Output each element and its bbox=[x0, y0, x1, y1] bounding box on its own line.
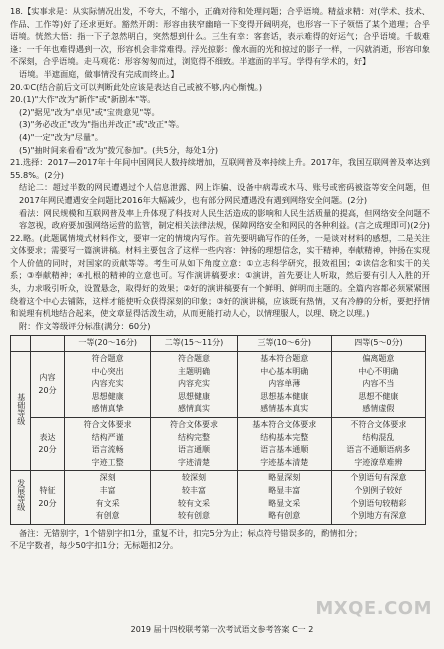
answer-21-conclusion-2: 结论二：超过半数的网民遭遇过个人信息泄露、网上诈骗、设备中病毒或木马、账号或密码被盗等安全问题，但2017年网民遭遇安全问题比2016年大幅减少，也有部分网民遭遇没有遇到网络安全问题。(2分) bbox=[19, 182, 430, 205]
rubric-group-development: 发展等级 bbox=[11, 471, 31, 524]
rubric-cell: 基本符合文体要求 结构基本完整 语言基本通顺 字迹基本清楚 bbox=[237, 418, 331, 471]
page-footer: 2019 届十四校联考第一次考试语文参考答案 C一 2 bbox=[130, 625, 314, 634]
rubric-header-row bbox=[11, 336, 426, 352]
rubric-cell: 个别语句有深意 个别例子较好 个别语句较精彩 个别地方有深意 bbox=[331, 471, 425, 524]
answer-20-2: (2)"据见"改为"卓见"或"宝贵意见"等。 bbox=[19, 106, 160, 117]
rubric-header-grade-1: 一等(20～16分) bbox=[65, 336, 151, 352]
grading-rubric-table bbox=[10, 335, 426, 524]
rubric-header-grade-2: 二等(15～11分) bbox=[151, 336, 237, 352]
rubric-note-2: 不足字数者，每少50字扣1分；无标题扣2分。 bbox=[10, 540, 179, 551]
rubric-label-feature: 特征 20分 bbox=[31, 471, 65, 524]
rubric-title: 附：作文等级评分标准(满分：60分) bbox=[19, 320, 151, 331]
rubric-cell: 不符合文体要求 结构混乱 语言不通顺语病多 字迹潦草难辨 bbox=[331, 418, 425, 471]
watermark-logo: MXQE.COM bbox=[315, 598, 432, 619]
rubric-cell: 略显深刻 略显丰富 略显文采 略有创意 bbox=[237, 471, 331, 524]
rubric-cell: 偏离题意 中心不明确 内容不当 思想不健康 感情虚假 bbox=[331, 352, 425, 418]
rubric-cell: 基本符合题意 中心基本明确 内容单薄 思想基本健康 感情基本真实 bbox=[237, 352, 331, 418]
rubric-cell: 符合题意 主题明确 内容充实 思想健康 感情真实 bbox=[151, 352, 237, 418]
answer-18-cont: 语境。半遮面庭，做事情没有完成而终止。】 bbox=[19, 68, 179, 79]
rubric-cell: 符合文体要求 结构完整 语言通顺 字迹清楚 bbox=[151, 418, 237, 471]
rubric-header-blank-2 bbox=[31, 336, 65, 352]
rubric-header-grade-4: 四等(5～0分) bbox=[331, 336, 425, 352]
answer-20-1: 20.(1)"大作"改为"新作"或"新剧本"等。 bbox=[10, 94, 156, 105]
answer-20-5: (5)"抽时间来看看"改为"拨冗参加"。(共5分，每处1分) bbox=[19, 144, 219, 155]
rubric-cell: 较深刻 较丰富 较有文采 较有创意 bbox=[151, 471, 237, 524]
answer-21-opinion: 看法：网民规模和互联网普及率上升体现了科技对人民生活造成的影响和人民生活质量的提高，但网络安全问题不容忽视，政府要加强网络运营的监管，制定相关法律法规，保障网络安全和网民的各种利益。(言之成理即可)(2分) bbox=[19, 207, 430, 231]
answer-22: 22.略。(此题属情境式材料作文，要审一定的情境内写作。首先要明确写作的任务，一是谈对材料的感想，二是关注文体要求；需要写一篇演讲稿。材料主要包含了这样一些内容：钟扬的理想信念，实干精神，奉献精神，钟扬在实现个人价值的同时，对国家的贡献等等。考生可从如下角度立意：①立志科学研究，报效祖国；②读信念和实干的关系；③奉献精神；④扎根的精神的立意也可。写作演讲稿要求：①演讲，首先要让人听取，然后要有引人入胜的开头，力求吸引听众，设置悬念，取得好的效果；②好的演讲稿要有一个鲜明、鲜明而主题的。全篇内容都必须紧紧围绕着这个中心去铺陈，这样才能使听众获得深刻的印象；③好的演讲稿，应该既有热情，又有冷静的分析，要把抒情和说理有机地结合起来，使文章显得活泼生动，从而更能打动人心，以情理服人，以理、晓之以理。) bbox=[10, 232, 430, 319]
rubric-row-feature bbox=[11, 471, 426, 524]
answer-20-3: (3)"务必改正"改为"指出并改正"或"改正"等。 bbox=[19, 119, 185, 130]
rubric-note-1: 备注：无错别字，1个错别字扣1分，重复不计，扣完5分为止；标点符号错误多的，酌情扣分； bbox=[19, 527, 363, 538]
answer-18: 18.【实事求是：从实际情况出发，不夸大，不缩小，正确对待和处理问题；合乎语境。精益求精：对(学术、技术、作品、工作等)好了还求更好。豁然开朗：形容由狭窄幽暗一下变得开阔明亮，也形容一下子领悟了某个道理；合乎语境。恍然大悟：指一下子忽然明白，突然想到什么。三生有幸：客套话，表示难得的好运气；合乎语境。千载难逢：一千年也难得遇到一次，形容机会非常难得。浮光掠影：像水面的光和掠过的影子一样，一闪就消逝，形容印象不深刻，合乎语境。走马观花：形容匆匆而过，浏览得不细致。半遮面的半写。学得有学术的，好】 bbox=[10, 6, 430, 67]
rubric-header-grade-3: 三等(10～6分) bbox=[237, 336, 331, 352]
rubric-cell: 符合题意 中心突出 内容充实 思想健康 感情真挚 bbox=[65, 352, 151, 418]
rubric-group-basic: 基础等级 bbox=[11, 352, 31, 471]
answer-19: 20.①C(结合前后文可以判断此处应该是表达自己或被不够,内心惭愧。) bbox=[10, 81, 263, 92]
rubric-label-content: 内容 20分 bbox=[31, 352, 65, 418]
rubric-cell: 深刻 丰富 有文采 有创意 bbox=[65, 471, 151, 524]
rubric-cell: 符合文体要求 结构严谨 语言流畅 字迹工整 bbox=[65, 418, 151, 471]
answer-21-conclusion-1: 21.选择：2017—2017年十年间中国网民人数持续增加，互联网普及率持续上升。2017年，我国互联网普及率达到55.8%。(2分) bbox=[10, 157, 430, 180]
rubric-header-blank bbox=[11, 336, 31, 352]
rubric-row-expression bbox=[11, 418, 426, 471]
answer-20-4: (4)"一定"改为"尽量"。 bbox=[19, 131, 103, 142]
rubric-label-expression: 表达 20分 bbox=[31, 418, 65, 471]
rubric-row-content bbox=[11, 352, 426, 418]
